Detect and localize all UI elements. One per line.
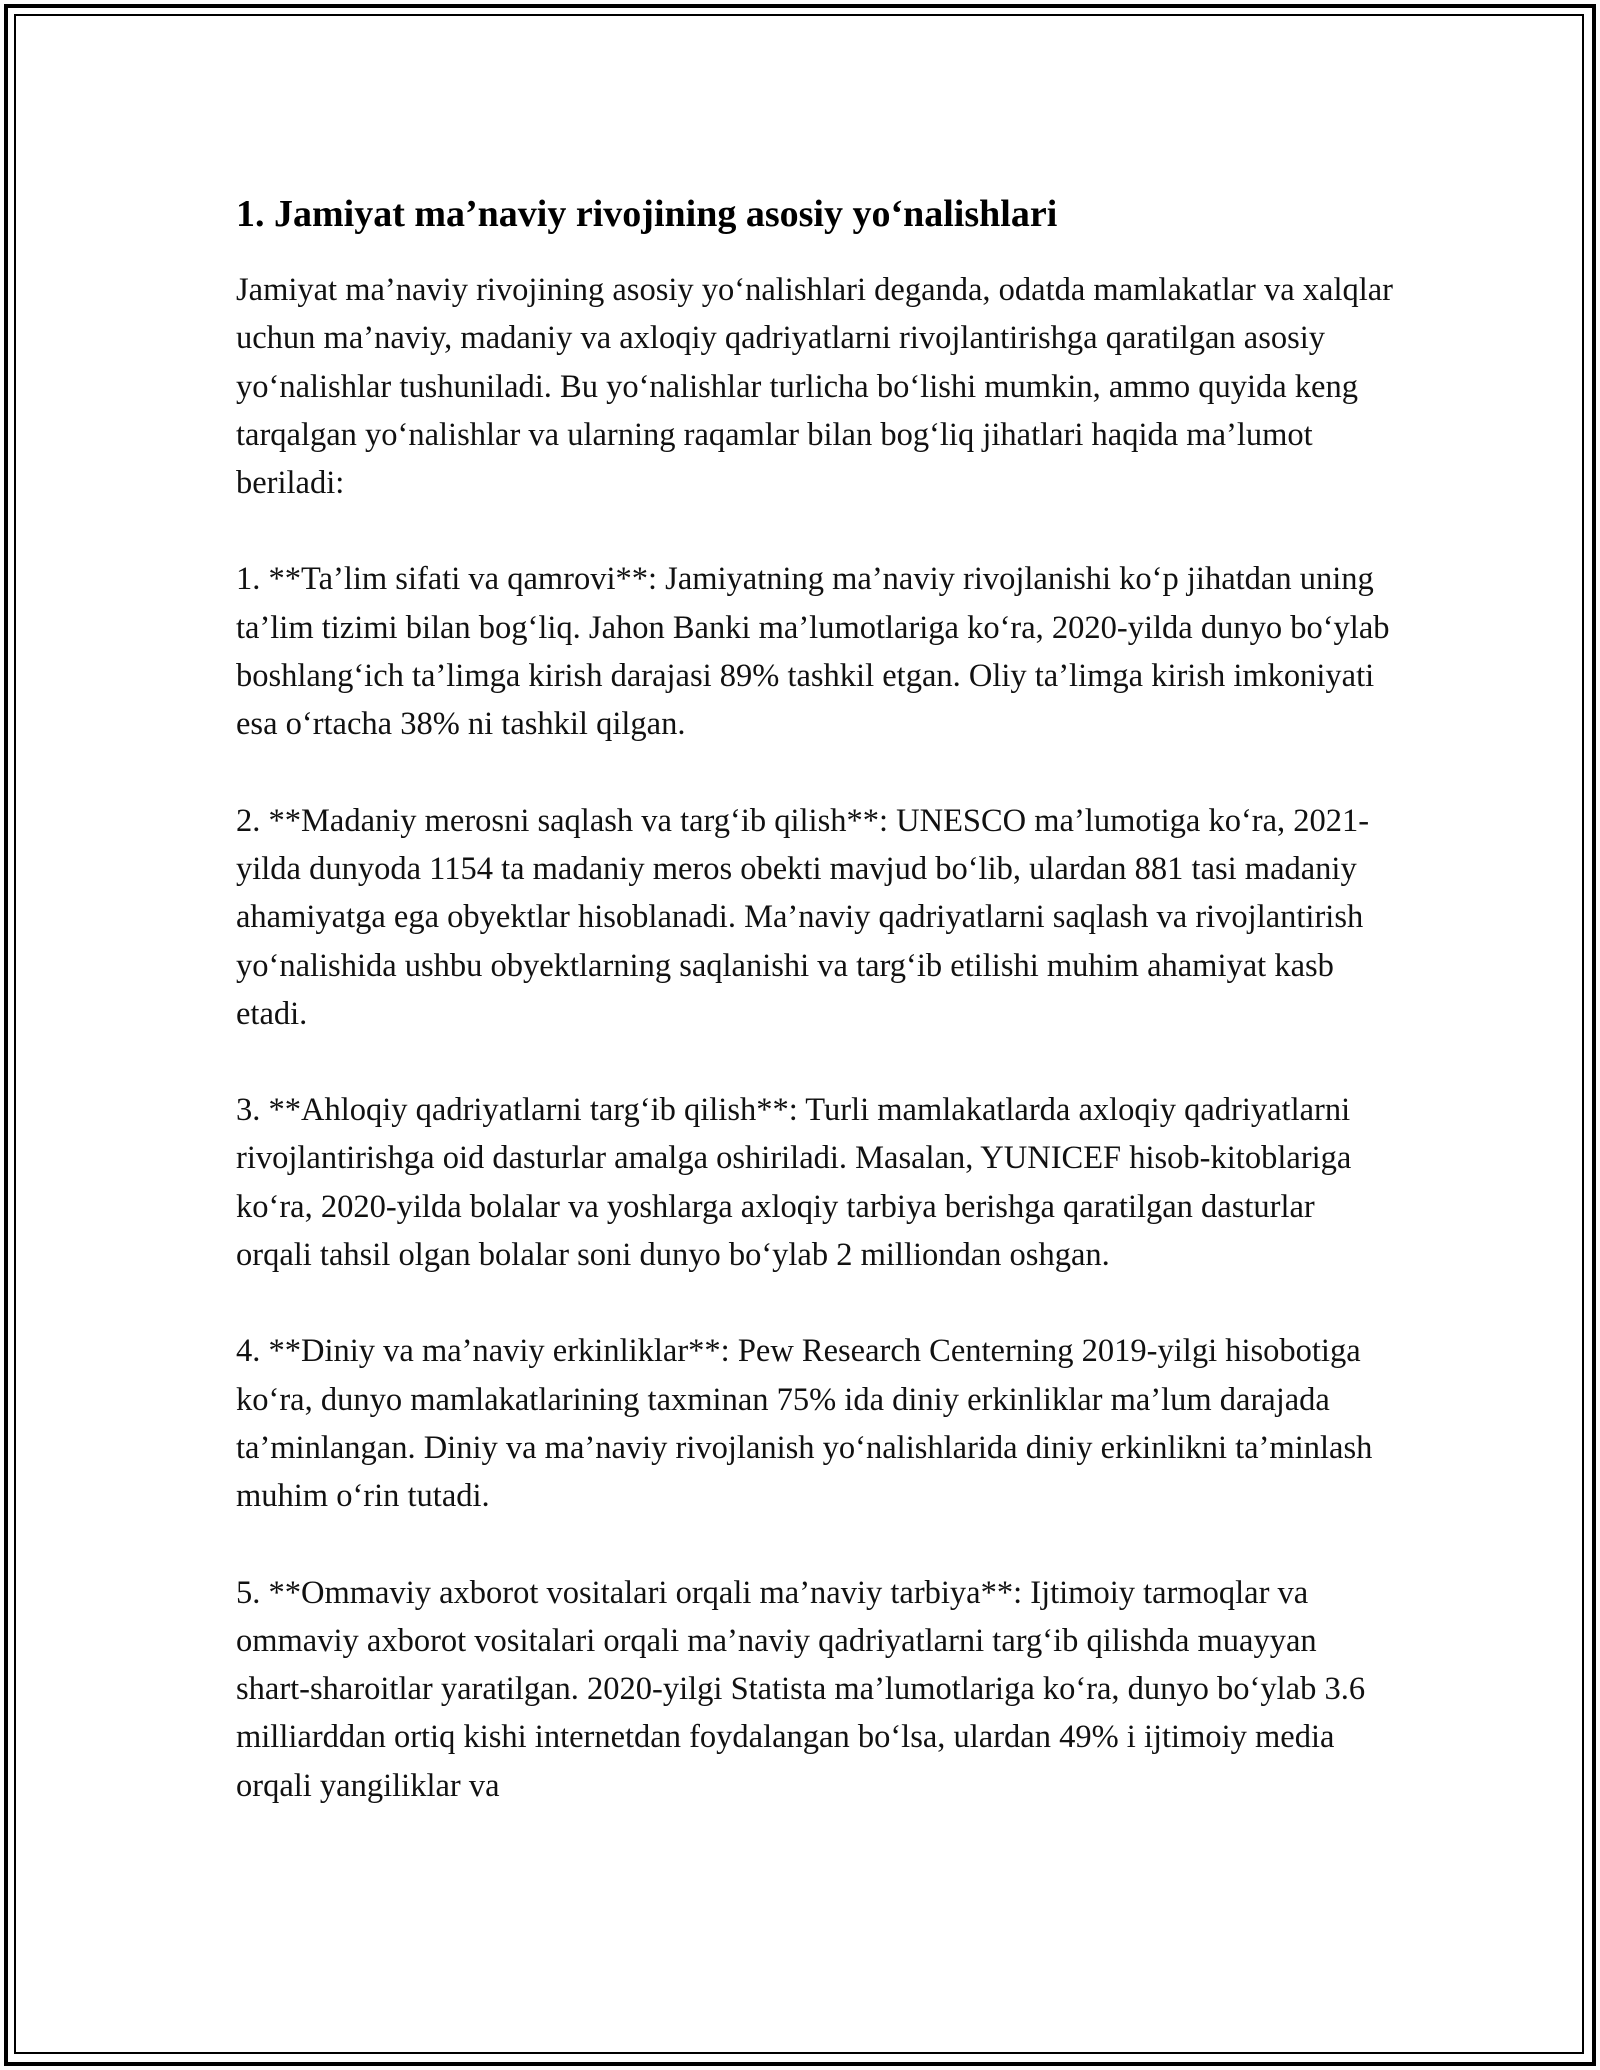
item-cultural-heritage: 2. **Madaniy merosni saqlash va targ‘ib qilish**: UNESCO ma’lumotiga ko‘ra, 2021-yilda dunyoda 1154 ta madaniy meros obekti mavjud bo‘lib, ulardan 881 tasi madaniy ahamiyatga ega obyektlar hisoblanadi. Ma’naviy qadriyatlarni saqlash va rivojlantirish yo‘nalishida ushbu obyektlarning saqlanishi va targ‘ib etilishi muhim ahamiyat kasb etadi. [236,802,1370,1032]
section-heading: 1. Jamiyat ma’naviy rivojining asosiy yo‘nalishlari [236,193,1058,235]
item-education: 1. **Ta’lim sifati va qamrovi**: Jamiyatning ma’naviy rivojlanishi ko‘p jihatdan uning ta’lim tizimi bilan bog‘liq. Jahon Banki ma’lumotlariga ko‘ra, 2020-yilda dunyo bo‘ylab boshlang‘ich ta’limga kirish darajasi 89% tashkil etgan. Oliy ta’limga kirish imkoniyati esa o‘rtacha 38% ni tashkil qilgan. [236,561,1390,743]
intro-paragraph: Jamiyat ma’naviy rivojining asosiy yo‘nalishlari deganda, odatda mamlakatlar va xalqlar uchun ma’naviy, madaniy va axloqiy qadriyatlarni rivojlantirishga qaratilgan asosiy yo‘nalishlar tushuniladi. Bu yo‘nalishlar turlicha bo‘lishi mumkin, ammo quyida keng tarqalgan yo‘nalishlar va ularning raqamlar bilan bog‘liq jihatlari haqida ma’lumot beriladi: [236,272,1394,502]
item-religious-freedom: 4. **Diniy va ma’naviy erkinliklar**: Pew Research Centerning 2019-yilgi hisobotiga ko‘ra, dunyo mamlakatlarining taxminan 75% ida diniy erkinliklar ma’lum darajada ta’minlangan. Diniy va ma’naviy rivojlanish yo‘nalishlarida diniy erkinlikni ta’minlash muhim o‘rin tutadi. [236,1333,1373,1515]
item-moral-values: 3. **Ahloqiy qadriyatlarni targ‘ib qilish**: Turli mamlakatlarda axloqiy qadriyatlarni rivojlantirishga oid dasturlar amalga oshiriladi. Masalan, YUNICEF hisob-kitoblariga ko‘ra, 2020-yilda bolalar va yoshlarga axloqiy tarbiya berishga qaratilgan dasturlar orqali tahsil olgan bolalar soni dunyo bo‘ylab 2 milliondan oshgan. [236,1092,1352,1274]
document-body [236,188,1396,1858]
item-mass-media: 5. **Ommaviy axborot vositalari orqali ma’naviy tarbiya**: Ijtimoiy tarmoqlar va ommaviy axborot vositalari orqali ma’naviy qadriyatlarni targ‘ib qilishda muayyan shart-sharoitlar yaratilgan. 2020-yilgi Statista ma’lumotlariga ko‘ra, dunyo bo‘ylab 3.6 milliarddan ortiq kishi internetdan foydalangan bo‘lsa, ulardan 49% i ijtimoiy media orqali yangiliklar va [236,1574,1366,1804]
